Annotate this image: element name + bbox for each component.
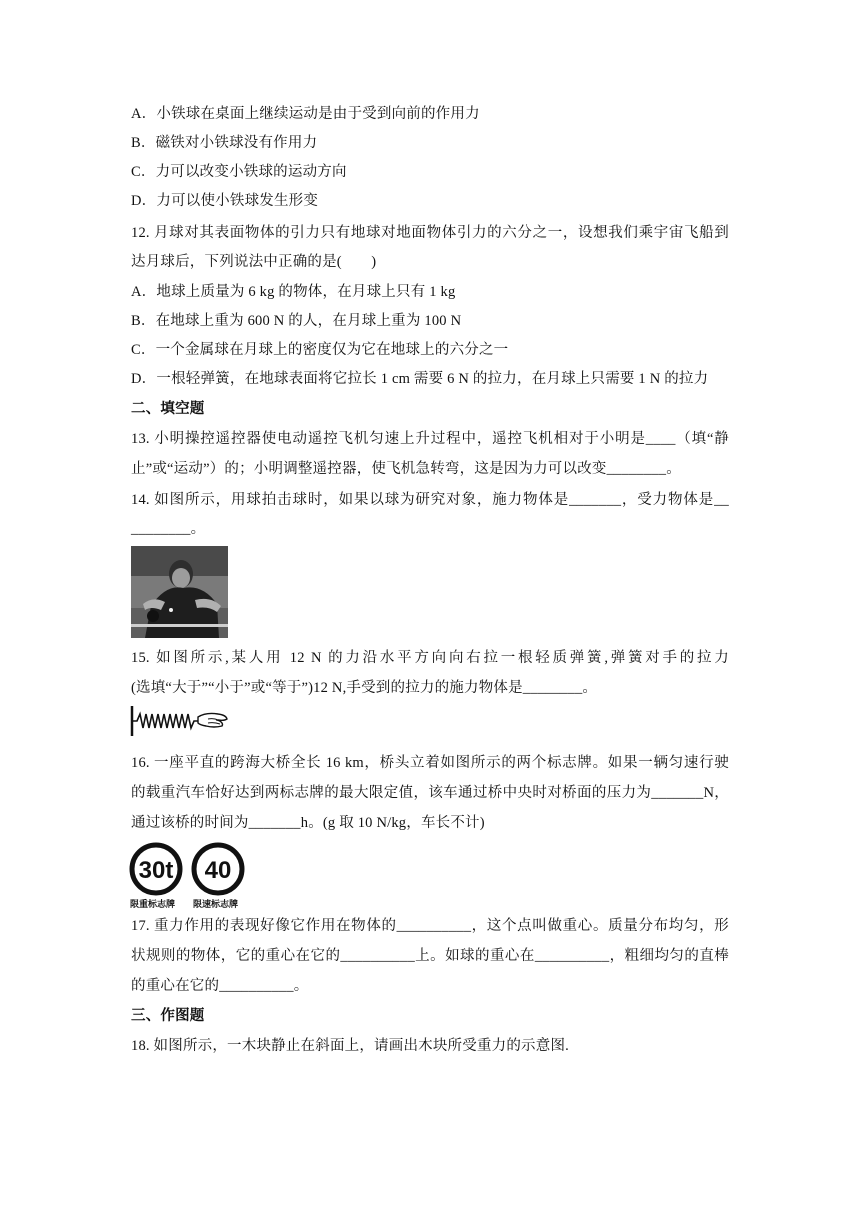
q17-line-2: 状规则的物体，它的重心在它的__________上。如球的重心在__________，粗细均匀的直棒	[131, 948, 729, 964]
q18-line-1: 18. 如图所示，一木块静止在斜面上，请画出木块所受重力的示意图.	[131, 1038, 569, 1054]
section-heading-drawing: 三、作图题	[131, 1008, 205, 1024]
q12-stem-line-2: 达月球后，下列说法中正确的是( )	[131, 254, 377, 270]
speed-limit-sign-caption: 限速标志牌	[193, 900, 239, 910]
q13-line-1: 13. 小明操控遥控器使电动遥控飞机匀速上升过程中，遥控飞机相对于小明是____（填“静	[131, 431, 729, 447]
traffic-signs-figure	[129, 842, 249, 910]
q16-line-3: 通过该桥的时间为_______h。(g 取 10 N/kg，车长不计)	[131, 815, 485, 831]
q11-option-a: A．小铁球在桌面上继续运动是由于受到向前的作用力	[131, 106, 480, 122]
q15-line-1: 15. 如图所示,某人用 12 N 的力沿水平方向向右拉一根轻质弹簧,弹簧对手的拉力	[131, 650, 729, 666]
weight-limit-sign-caption: 限重标志牌	[130, 900, 176, 910]
q12-stem-line-1: 12. 月球对其表面物体的引力只有地球对地面物体引力的六分之一，设想我们乘宇宙飞船到	[131, 225, 729, 241]
q12-option-b: B．在地球上重为 600 N 的人，在月球上重为 100 N	[131, 313, 462, 329]
q11-option-c: C．力可以改变小铁球的运动方向	[131, 164, 347, 180]
q16-line-1: 16. 一座平直的跨海大桥全长 16 km，桥头立着如图所示的两个标志牌。如果一辆匀速行驶	[131, 755, 729, 771]
q13-line-2: 止”或“运动”）的；小明调整遥控器，使飞机急转弯，这是因为力可以改变________。	[131, 461, 681, 477]
traffic-signs-graphic	[129, 842, 249, 898]
speed-limit-sign-value: 40	[204, 857, 232, 884]
weight-limit-sign-value: 30t	[138, 857, 174, 884]
q17-line-3: 的重心在它的__________。	[131, 978, 309, 994]
q14-line-2: ________。	[131, 521, 206, 537]
q12-option-d: D．一根轻弹簧，在地球表面将它拉长 1 cm 需要 6 N 的拉力，在月球上只需要 1 N 的拉力	[131, 371, 709, 387]
q16-line-2: 的载重汽车恰好达到两标志牌的最大限定值，该车通过桥中央时对桥面的压力为_______N，	[131, 785, 729, 801]
q12-option-a: A．地球上质量为 6 kg 的物体，在月球上只有 1 kg	[131, 284, 456, 300]
table-tennis-photo	[131, 546, 228, 638]
q11-option-d: D．力可以使小铁球发生形变	[131, 193, 319, 209]
q17-line-1: 17. 重力作用的表现好像它作用在物体的__________，这个点叫做重心。质量分布均匀，形	[131, 918, 729, 934]
q12-option-c: C．一个金属球在月球上的密度仅为它在地球上的六分之一	[131, 342, 509, 358]
q14-line-1: 14. 如图所示，用球拍击球时，如果以球为研究对象，施力物体是_______，受力物体是__	[131, 492, 729, 508]
q15-line-2: (选填“大于”“小于”或“等于”)12 N,手受到的拉力的施力物体是________。	[131, 680, 598, 696]
section-heading-fill-in: 二、填空题	[131, 401, 205, 417]
q11-option-b: B．磁铁对小铁球没有作用力	[131, 135, 318, 151]
spring-and-hand-figure	[128, 704, 232, 738]
